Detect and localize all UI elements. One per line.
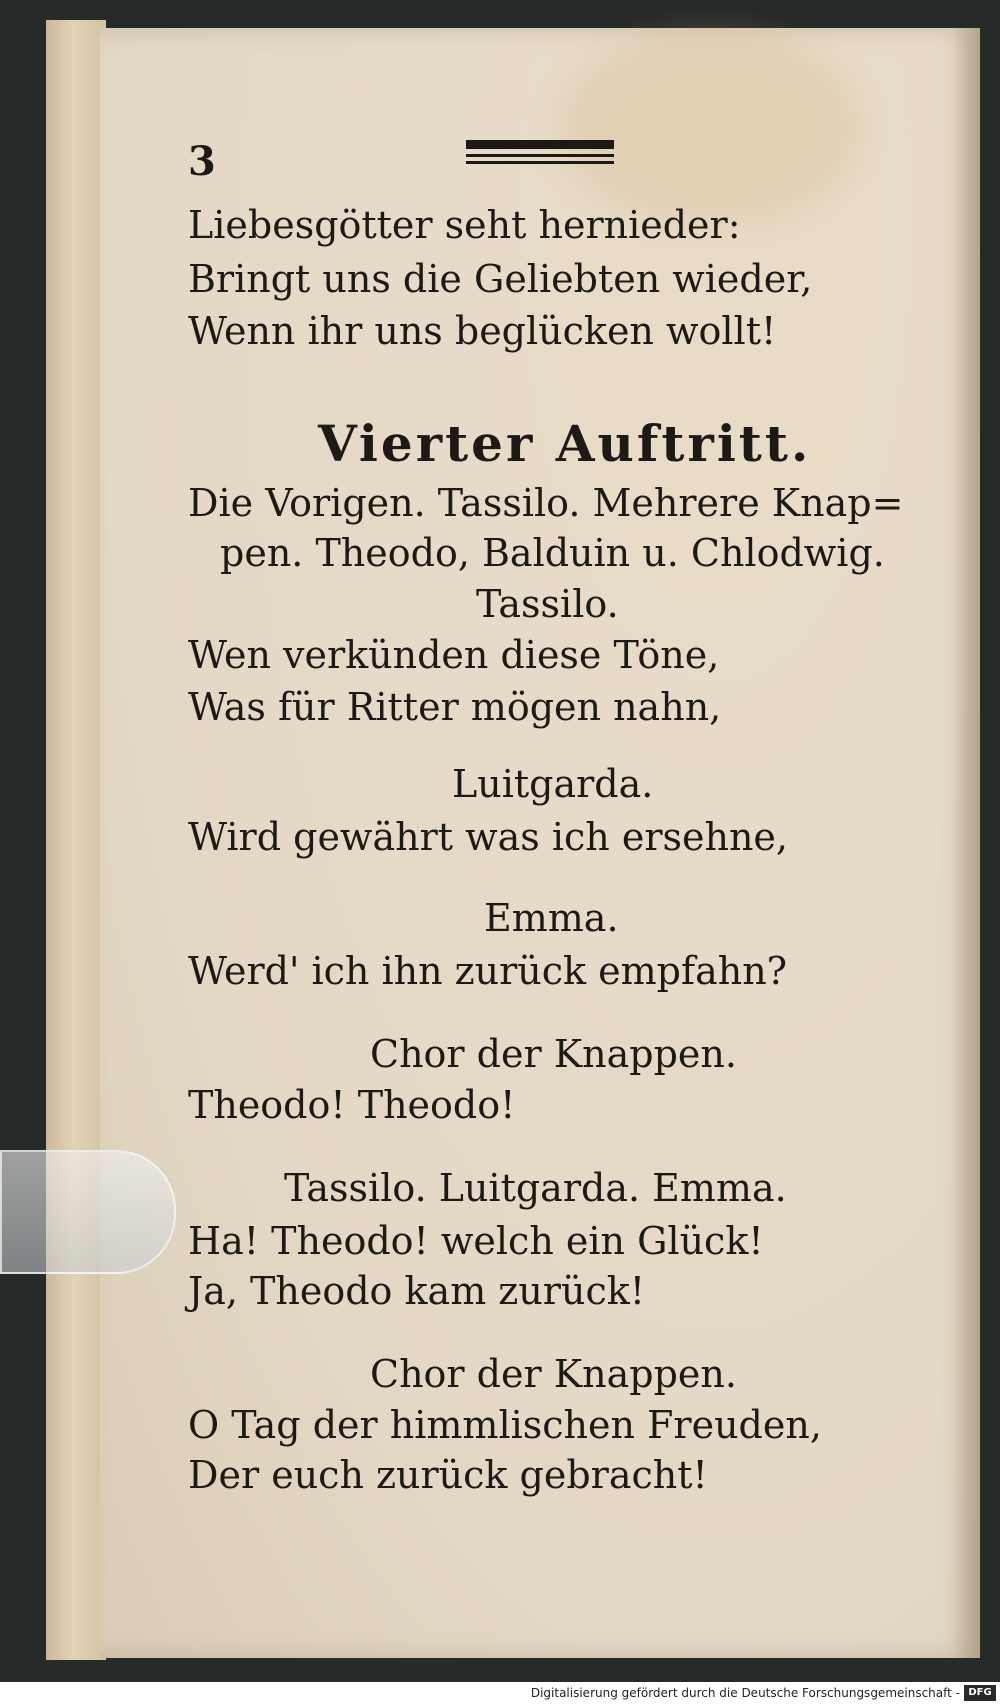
verse-line: Wird gewährt was ich ersehne,	[188, 815, 789, 859]
page-edge	[46, 20, 106, 1660]
verse-line: Werd' ich ihn zurück empfahn?	[188, 949, 788, 993]
header-rule	[466, 140, 614, 164]
digitization-credit	[0, 1682, 1000, 1704]
speaker-name: Tassilo. Luitgarda. Emma.	[284, 1166, 787, 1210]
speaker-name: Chor der Knappen.	[370, 1352, 737, 1396]
scene-heading: Vierter Auftritt.	[318, 414, 812, 473]
verse-line: Ha! Theodo! welch ein Glück!	[188, 1219, 764, 1263]
page-number: 3	[188, 138, 216, 185]
verse-line: O Tag der himmlischen Freuden,	[188, 1403, 822, 1447]
page-gutter	[952, 28, 980, 1658]
verse-line: Bringt uns die Geliebten wieder,	[188, 257, 813, 301]
stage-direction: pen. Theodo, Balduin u. Chlodwig.	[220, 531, 885, 575]
stage-direction: Die Vorigen. Tassilo. Mehrere Knap=	[188, 481, 904, 525]
dfg-logo: DFG	[964, 1685, 996, 1701]
speaker-name: Luitgarda.	[452, 762, 654, 806]
verse-line: Ja, Theodo kam zurück!	[188, 1269, 646, 1313]
speaker-name: Emma.	[484, 896, 619, 940]
paper-stain	[560, 28, 860, 228]
verse-line: Was für Ritter mögen nahn,	[188, 685, 722, 729]
speaker-name: Chor der Knappen.	[370, 1032, 737, 1076]
verse-line: Wen verkünden diese Töne,	[188, 633, 720, 677]
speaker-name: Tassilo.	[476, 582, 619, 626]
verse-line: Theodo! Theodo!	[188, 1083, 516, 1127]
verse-line: Der euch zurück gebracht!	[188, 1453, 708, 1497]
verse-line: Wenn ihr uns beglücken wollt!	[188, 309, 777, 353]
transparent-bookmark	[0, 1150, 176, 1274]
verse-line: Liebesgötter seht hernieder:	[188, 203, 741, 247]
credit-text: Digitalisierung gefördert durch die Deutsche Forschungsgemeinschaft -	[530, 1686, 960, 1700]
